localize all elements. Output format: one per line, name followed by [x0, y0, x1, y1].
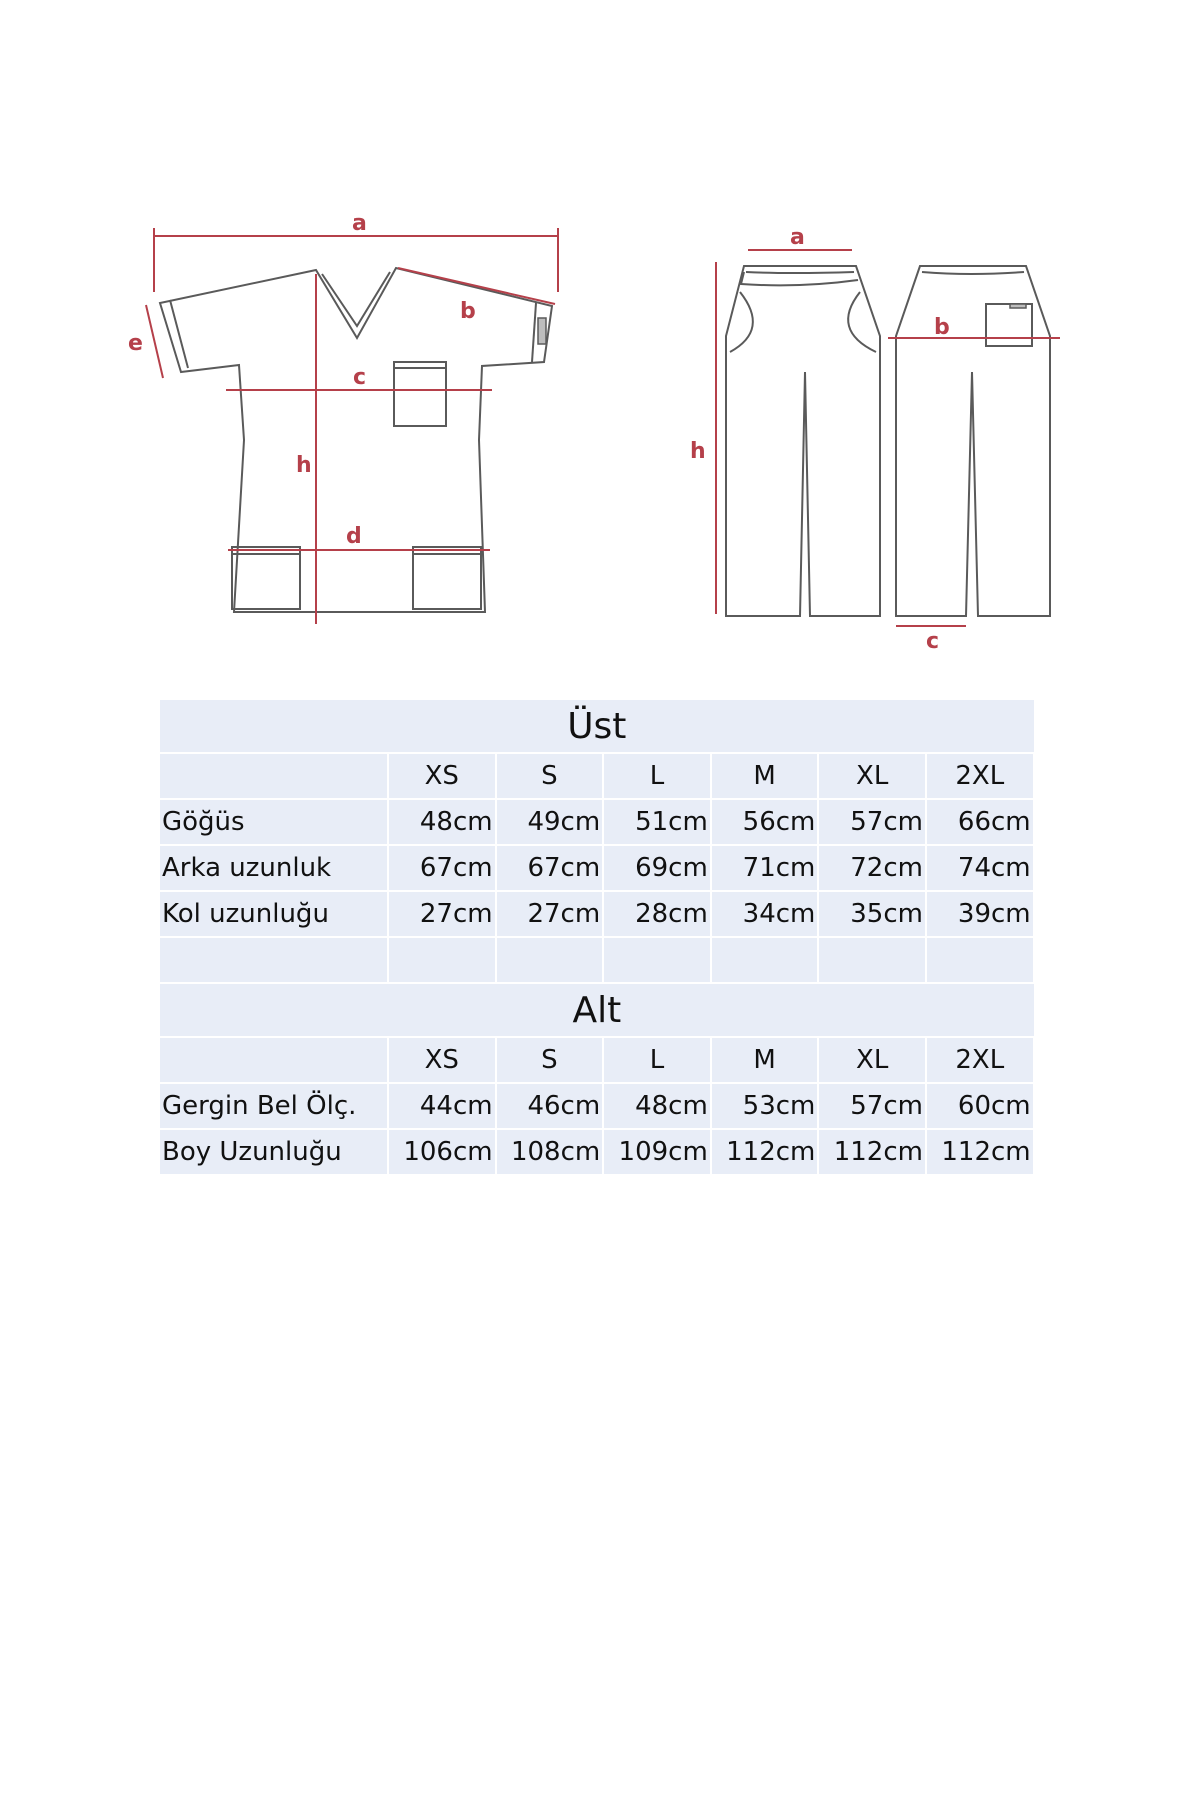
scrub-pants-front-illustration	[726, 266, 880, 616]
cell-value: 28cm	[603, 891, 711, 937]
size-header: XS	[388, 1037, 496, 1083]
scrub-pants-back-illustration	[896, 266, 1050, 616]
cell-value: 67cm	[496, 845, 604, 891]
cell-value: 60cm	[926, 1083, 1034, 1129]
cell-value: 67cm	[388, 845, 496, 891]
cell-value: 35cm	[818, 891, 926, 937]
bottom-title-row	[160, 983, 1034, 1037]
scrub-top-illustration	[160, 268, 552, 612]
cell-value: 74cm	[926, 845, 1034, 891]
cell-value: 112cm	[711, 1129, 819, 1175]
cell-value: 53cm	[711, 1083, 819, 1129]
size-header: 2XL	[926, 753, 1034, 799]
scrub-top-measure-lines	[146, 228, 558, 624]
label-b-pants: b	[934, 315, 950, 340]
label-h-top: h	[296, 453, 312, 478]
size-header: 2XL	[926, 1037, 1034, 1083]
label-a-pants: a	[790, 225, 805, 250]
cell-value: 27cm	[496, 891, 604, 937]
table-row	[160, 845, 1034, 891]
cell-value: 72cm	[818, 845, 926, 891]
bottom-size-header-row	[160, 1037, 1034, 1083]
cell-value: 48cm	[388, 799, 496, 845]
row-label: Arka uzunluk	[160, 845, 388, 891]
row-label: Göğüs	[160, 799, 388, 845]
cell-value: 27cm	[388, 891, 496, 937]
cell-value: 69cm	[603, 845, 711, 891]
spacer-row	[160, 937, 1034, 983]
cell-value: 112cm	[926, 1129, 1034, 1175]
size-header: M	[711, 1037, 819, 1083]
measurement-diagram	[0, 0, 1200, 700]
row-label: Kol uzunluğu	[160, 891, 388, 937]
header-spacer	[160, 1037, 388, 1083]
label-h-pants: h	[690, 439, 706, 464]
size-chart-table	[160, 700, 1035, 1176]
cell-value: 109cm	[603, 1129, 711, 1175]
scrub-pants-measure-lines	[716, 250, 1060, 626]
cell-value: 108cm	[496, 1129, 604, 1175]
cell-value: 112cm	[818, 1129, 926, 1175]
size-header: L	[603, 753, 711, 799]
row-label: Gergin Bel Ölç.	[160, 1083, 388, 1129]
label-d-top: d	[346, 524, 362, 549]
label-a-top: a	[352, 211, 367, 236]
table-row	[160, 799, 1034, 845]
cell-value: 66cm	[926, 799, 1034, 845]
cell-value: 48cm	[603, 1083, 711, 1129]
size-header: L	[603, 1037, 711, 1083]
size-header: M	[711, 753, 819, 799]
cell-value: 57cm	[818, 1083, 926, 1129]
cell-value: 34cm	[711, 891, 819, 937]
top-section-title: Üst	[160, 700, 1034, 753]
label-b-top: b	[460, 299, 476, 324]
cell-value: 39cm	[926, 891, 1034, 937]
label-c-pants: c	[926, 629, 940, 654]
label-e-top: e	[128, 331, 143, 356]
cell-value: 49cm	[496, 799, 604, 845]
size-header: XL	[818, 1037, 926, 1083]
cell-value: 56cm	[711, 799, 819, 845]
cell-value: 106cm	[388, 1129, 496, 1175]
cell-value: 57cm	[818, 799, 926, 845]
label-c-top: c	[353, 365, 367, 390]
table-row	[160, 1083, 1034, 1129]
size-header: S	[496, 753, 604, 799]
cell-value: 71cm	[711, 845, 819, 891]
cell-value: 44cm	[388, 1083, 496, 1129]
scrub-pants-letters	[690, 225, 950, 654]
scrub-top-letters	[128, 211, 476, 549]
row-label: Boy Uzunluğu	[160, 1129, 388, 1175]
cell-value: 46cm	[496, 1083, 604, 1129]
header-spacer	[160, 753, 388, 799]
cell-value: 51cm	[603, 799, 711, 845]
table-row	[160, 1129, 1034, 1175]
bottom-section-title: Alt	[160, 983, 1034, 1037]
top-title-row	[160, 700, 1034, 753]
table-row	[160, 891, 1034, 937]
size-header: XS	[388, 753, 496, 799]
size-header: S	[496, 1037, 604, 1083]
size-header: XL	[818, 753, 926, 799]
top-size-header-row	[160, 753, 1034, 799]
